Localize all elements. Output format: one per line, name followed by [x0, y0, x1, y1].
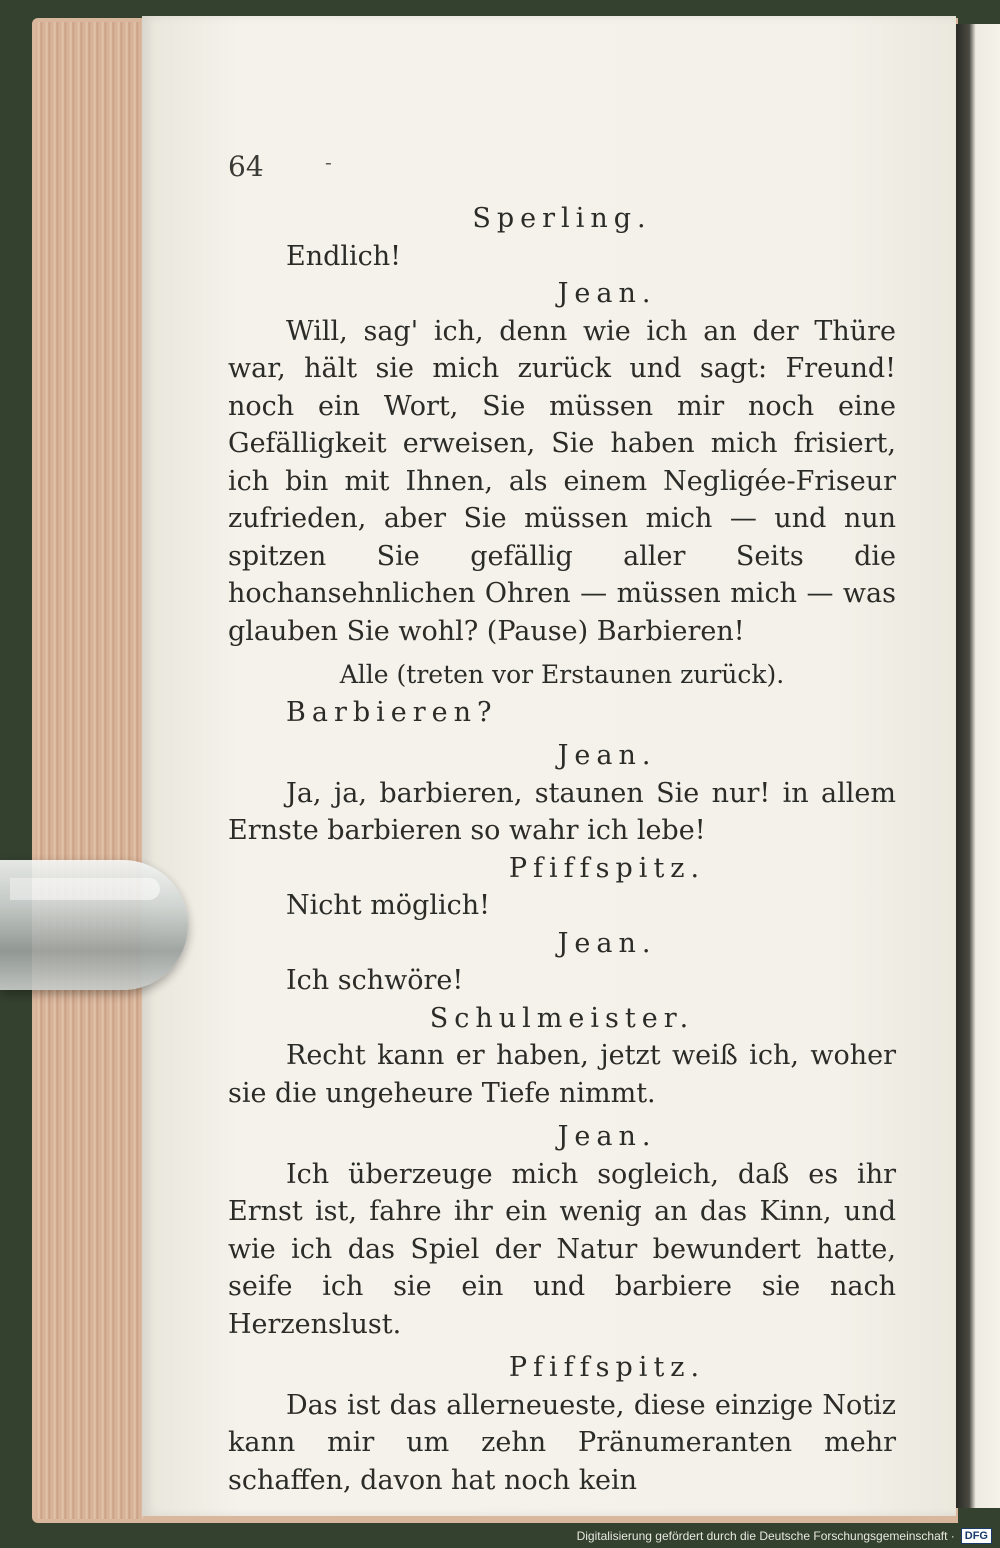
line-nicht-moeglich: Nicht möglich!	[286, 890, 490, 921]
line-schwoere: Ich schwöre!	[286, 965, 464, 996]
speaker-pfiffspitz: Pfiffspitz.	[508, 1352, 706, 1383]
page-number: 64	[228, 150, 264, 183]
line-barbieren: Barbieren?	[286, 696, 498, 728]
footer-credit	[577, 1528, 992, 1544]
page-dash-mark: -	[325, 150, 332, 174]
footer-text: Digitalisierung gefördert durch die Deutsche Forschungsgemeinschaft ·	[576, 1529, 955, 1543]
page-text	[228, 200, 896, 1499]
speaker-sperling: Sperling.	[472, 203, 652, 234]
page-edges	[36, 22, 144, 1519]
speaker-jean: Jean.	[557, 1121, 657, 1152]
stage-direction-alle: Alle (treten vor Erstaunen zurück).	[339, 660, 785, 689]
paragraph-das: Das ist das allerneueste, diese einzige Notiz kann mir um zehn Pränumeranten mehr schaffen, davon hat noch kein	[228, 1389, 896, 1496]
paragraph-recht: Recht kann er haben, jetzt weiß ich, woher sie die ungeheure Tiefe nimmt.	[228, 1040, 896, 1109]
paragraph-ja: Ja, ja, barbieren, staunen Sie nur! in allem Ernste barbieren so wahr ich lebe!	[228, 777, 896, 846]
speaker-jean: Jean.	[557, 278, 657, 309]
speaker-jean: Jean.	[557, 740, 657, 771]
page-clip	[0, 860, 188, 990]
facing-page-edge	[956, 24, 1000, 1508]
speaker-pfiffspitz: Pfiffspitz.	[508, 852, 706, 884]
speaker-jean: Jean.	[557, 927, 657, 959]
paragraph-ueberzeuge: Ich überzeuge mich sogleich, daß es ihr Ernst ist, fahre ihr ein wenig an das Kinn, und wie ich das Spiel der Natur bewundert hatte, seife ich sie ein und barbiere sie nach Herzenslust.	[228, 1158, 896, 1340]
paragraph-will: Will, sag' ich, denn wie ich an der Thüre war, hält sie mich zurück und sagt: Freund! noch ein Wort, Sie müssen mir noch eine Gefälligkeit erweisen, Sie haben mich frisiert, ich bin mit Ihnen, als einem Negligée-Friseur zufrieden, aber Sie müssen mich — und nun spitzen Sie gefällig aller Seits die hochansehnlichen Ohren — müssen mich — was glauben Sie wohl? (Pause) Barbieren!	[228, 315, 896, 647]
dfg-logo: DFG	[961, 1528, 992, 1544]
line-endlich: Endlich!	[286, 240, 402, 272]
speaker-schulmeister: Schulmeister.	[429, 1002, 695, 1034]
